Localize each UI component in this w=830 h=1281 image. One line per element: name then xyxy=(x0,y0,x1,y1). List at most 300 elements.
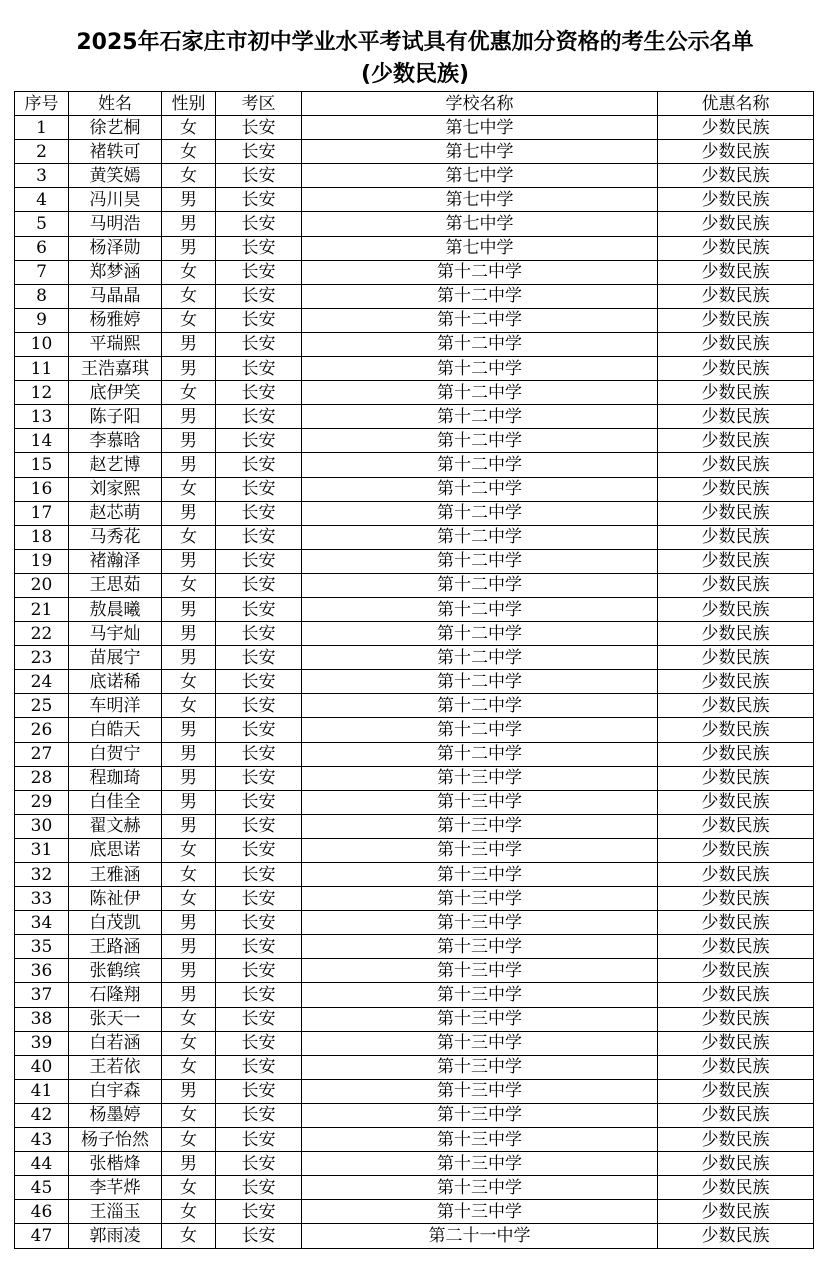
cell-index: 33 xyxy=(15,887,69,911)
cell-school: 第十二中学 xyxy=(302,525,658,549)
cell-school: 第十三中学 xyxy=(302,1176,658,1200)
cell-district: 长安 xyxy=(216,694,302,718)
cell-preference: 少数民族 xyxy=(658,140,814,164)
cell-gender: 男 xyxy=(162,718,216,742)
cell-school: 第十三中学 xyxy=(302,887,658,911)
table-row xyxy=(15,597,814,621)
cell-name: 赵艺博 xyxy=(69,453,162,477)
cell-district: 长安 xyxy=(216,1128,302,1152)
cell-index: 45 xyxy=(15,1176,69,1200)
cell-school: 第二十一中学 xyxy=(302,1224,658,1248)
cell-gender: 男 xyxy=(162,1079,216,1103)
cell-preference: 少数民族 xyxy=(658,381,814,405)
cell-name: 平瑞熙 xyxy=(69,332,162,356)
cell-district: 长安 xyxy=(216,887,302,911)
cell-gender: 女 xyxy=(162,477,216,501)
document-title: 2025年石家庄市初中学业水平考试具有优惠加分资格的考生公示名单 xyxy=(76,30,754,55)
cell-name: 王若依 xyxy=(69,1055,162,1079)
cell-preference: 少数民族 xyxy=(658,1176,814,1200)
cell-name: 马明浩 xyxy=(69,212,162,236)
cell-preference: 少数民族 xyxy=(658,188,814,212)
cell-preference: 少数民族 xyxy=(658,983,814,1007)
table-row xyxy=(15,429,814,453)
cell-gender: 女 xyxy=(162,1055,216,1079)
header-name: 姓名 xyxy=(69,92,162,116)
cell-name: 王雅涵 xyxy=(69,863,162,887)
cell-name: 冯川昊 xyxy=(69,188,162,212)
table-row xyxy=(15,284,814,308)
table-row xyxy=(15,718,814,742)
cell-index: 1 xyxy=(15,116,69,140)
cell-district: 长安 xyxy=(216,766,302,790)
cell-index: 25 xyxy=(15,694,69,718)
cell-district: 长安 xyxy=(216,477,302,501)
table-row xyxy=(15,790,814,814)
cell-district: 长安 xyxy=(216,983,302,1007)
cell-preference: 少数民族 xyxy=(658,1152,814,1176)
cell-district: 长安 xyxy=(216,236,302,260)
cell-school: 第十二中学 xyxy=(302,670,658,694)
cell-index: 10 xyxy=(15,332,69,356)
cell-school: 第十二中学 xyxy=(302,260,658,284)
cell-name: 苗展宁 xyxy=(69,646,162,670)
cell-name: 杨泽勋 xyxy=(69,236,162,260)
roster-table xyxy=(14,91,814,1249)
cell-gender: 女 xyxy=(162,670,216,694)
cell-district: 长安 xyxy=(216,1103,302,1127)
cell-school: 第七中学 xyxy=(302,140,658,164)
cell-name: 车明洋 xyxy=(69,694,162,718)
cell-preference: 少数民族 xyxy=(658,429,814,453)
cell-name: 杨墨婷 xyxy=(69,1103,162,1127)
cell-district: 长安 xyxy=(216,646,302,670)
cell-gender: 男 xyxy=(162,453,216,477)
cell-name: 马晶晶 xyxy=(69,284,162,308)
cell-school: 第十三中学 xyxy=(302,1055,658,1079)
cell-index: 43 xyxy=(15,1128,69,1152)
cell-name: 白茂凯 xyxy=(69,911,162,935)
table-row xyxy=(15,453,814,477)
cell-index: 9 xyxy=(15,308,69,332)
header-school: 学校名称 xyxy=(302,92,658,116)
cell-preference: 少数民族 xyxy=(658,790,814,814)
cell-preference: 少数民族 xyxy=(658,935,814,959)
cell-index: 14 xyxy=(15,429,69,453)
cell-index: 20 xyxy=(15,573,69,597)
cell-preference: 少数民族 xyxy=(658,308,814,332)
cell-district: 长安 xyxy=(216,911,302,935)
table-row xyxy=(15,164,814,188)
cell-name: 白若涵 xyxy=(69,1031,162,1055)
cell-preference: 少数民族 xyxy=(658,405,814,429)
cell-school: 第十二中学 xyxy=(302,308,658,332)
cell-school: 第十二中学 xyxy=(302,549,658,573)
table-row xyxy=(15,116,814,140)
cell-district: 长安 xyxy=(216,1031,302,1055)
table-row xyxy=(15,863,814,887)
cell-school: 第十三中学 xyxy=(302,1128,658,1152)
cell-school: 第十三中学 xyxy=(302,1200,658,1224)
cell-gender: 女 xyxy=(162,1224,216,1248)
cell-gender: 男 xyxy=(162,790,216,814)
cell-school: 第十二中学 xyxy=(302,501,658,525)
cell-index: 35 xyxy=(15,935,69,959)
cell-name: 杨雅婷 xyxy=(69,308,162,332)
cell-name: 马秀花 xyxy=(69,525,162,549)
cell-gender: 女 xyxy=(162,308,216,332)
cell-school: 第十二中学 xyxy=(302,405,658,429)
cell-preference: 少数民族 xyxy=(658,742,814,766)
cell-district: 长安 xyxy=(216,670,302,694)
cell-index: 3 xyxy=(15,164,69,188)
cell-name: 马宇灿 xyxy=(69,622,162,646)
cell-index: 46 xyxy=(15,1200,69,1224)
cell-index: 37 xyxy=(15,983,69,1007)
table-row xyxy=(15,959,814,983)
cell-school: 第十二中学 xyxy=(302,332,658,356)
cell-index: 17 xyxy=(15,501,69,525)
cell-preference: 少数民族 xyxy=(658,453,814,477)
cell-preference: 少数民族 xyxy=(658,212,814,236)
cell-name: 石隆翔 xyxy=(69,983,162,1007)
cell-name: 王路涵 xyxy=(69,935,162,959)
cell-gender: 男 xyxy=(162,742,216,766)
cell-gender: 女 xyxy=(162,863,216,887)
cell-name: 张天一 xyxy=(69,1007,162,1031)
cell-school: 第十二中学 xyxy=(302,597,658,621)
cell-preference: 少数民族 xyxy=(658,1007,814,1031)
cell-name: 李芊烨 xyxy=(69,1176,162,1200)
cell-preference: 少数民族 xyxy=(658,1055,814,1079)
cell-preference: 少数民族 xyxy=(658,1224,814,1248)
cell-district: 长安 xyxy=(216,959,302,983)
table-row xyxy=(15,1224,814,1248)
cell-gender: 女 xyxy=(162,1031,216,1055)
cell-gender: 女 xyxy=(162,1103,216,1127)
table-row xyxy=(15,212,814,236)
cell-index: 13 xyxy=(15,405,69,429)
table-row xyxy=(15,1152,814,1176)
cell-index: 31 xyxy=(15,838,69,862)
cell-gender: 女 xyxy=(162,838,216,862)
cell-name: 郭雨凌 xyxy=(69,1224,162,1248)
cell-name: 底思诺 xyxy=(69,838,162,862)
table-row xyxy=(15,1200,814,1224)
table-row xyxy=(15,357,814,381)
cell-school: 第十二中学 xyxy=(302,718,658,742)
cell-school: 第十三中学 xyxy=(302,959,658,983)
table-row xyxy=(15,1031,814,1055)
cell-school: 第十二中学 xyxy=(302,453,658,477)
cell-index: 18 xyxy=(15,525,69,549)
table-row xyxy=(15,742,814,766)
cell-gender: 男 xyxy=(162,357,216,381)
header-district: 考区 xyxy=(216,92,302,116)
cell-preference: 少数民族 xyxy=(658,694,814,718)
table-header-row xyxy=(15,92,814,116)
cell-district: 长安 xyxy=(216,718,302,742)
cell-index: 32 xyxy=(15,863,69,887)
table-row xyxy=(15,838,814,862)
cell-preference: 少数民族 xyxy=(658,959,814,983)
cell-district: 长安 xyxy=(216,549,302,573)
cell-index: 2 xyxy=(15,140,69,164)
cell-school: 第十三中学 xyxy=(302,1031,658,1055)
cell-index: 41 xyxy=(15,1079,69,1103)
cell-district: 长安 xyxy=(216,525,302,549)
cell-district: 长安 xyxy=(216,188,302,212)
cell-gender: 男 xyxy=(162,935,216,959)
cell-preference: 少数民族 xyxy=(658,116,814,140)
cell-preference: 少数民族 xyxy=(658,863,814,887)
cell-gender: 男 xyxy=(162,622,216,646)
cell-gender: 男 xyxy=(162,212,216,236)
cell-preference: 少数民族 xyxy=(658,1200,814,1224)
cell-school: 第十三中学 xyxy=(302,1152,658,1176)
table-row xyxy=(15,935,814,959)
cell-district: 长安 xyxy=(216,790,302,814)
cell-gender: 女 xyxy=(162,1200,216,1224)
table-row xyxy=(15,1176,814,1200)
cell-gender: 女 xyxy=(162,284,216,308)
cell-preference: 少数民族 xyxy=(658,284,814,308)
table-body xyxy=(15,116,814,1248)
cell-school: 第十二中学 xyxy=(302,477,658,501)
cell-district: 长安 xyxy=(216,260,302,284)
cell-school: 第十二中学 xyxy=(302,622,658,646)
cell-preference: 少数民族 xyxy=(658,236,814,260)
cell-school: 第十三中学 xyxy=(302,983,658,1007)
table-row xyxy=(15,1007,814,1031)
cell-index: 24 xyxy=(15,670,69,694)
cell-school: 第十三中学 xyxy=(302,911,658,935)
cell-preference: 少数民族 xyxy=(658,164,814,188)
cell-index: 21 xyxy=(15,597,69,621)
cell-name: 张鹤缤 xyxy=(69,959,162,983)
cell-index: 30 xyxy=(15,814,69,838)
cell-gender: 女 xyxy=(162,164,216,188)
table-row xyxy=(15,549,814,573)
cell-name: 杨子怡然 xyxy=(69,1128,162,1152)
cell-school: 第十三中学 xyxy=(302,1007,658,1031)
cell-preference: 少数民族 xyxy=(658,646,814,670)
cell-name: 陈祉伊 xyxy=(69,887,162,911)
table-row xyxy=(15,911,814,935)
table-row xyxy=(15,308,814,332)
cell-index: 15 xyxy=(15,453,69,477)
cell-gender: 女 xyxy=(162,573,216,597)
table-row xyxy=(15,405,814,429)
cell-district: 长安 xyxy=(216,405,302,429)
cell-gender: 女 xyxy=(162,694,216,718)
cell-school: 第七中学 xyxy=(302,212,658,236)
cell-school: 第十三中学 xyxy=(302,935,658,959)
cell-preference: 少数民族 xyxy=(658,670,814,694)
cell-district: 长安 xyxy=(216,863,302,887)
cell-gender: 女 xyxy=(162,116,216,140)
cell-name: 黄笑嫣 xyxy=(69,164,162,188)
cell-preference: 少数民族 xyxy=(658,1103,814,1127)
cell-district: 长安 xyxy=(216,814,302,838)
cell-preference: 少数民族 xyxy=(658,814,814,838)
cell-index: 36 xyxy=(15,959,69,983)
cell-school: 第七中学 xyxy=(302,164,658,188)
cell-name: 徐艺桐 xyxy=(69,116,162,140)
cell-preference: 少数民族 xyxy=(658,260,814,284)
table-row xyxy=(15,646,814,670)
cell-gender: 男 xyxy=(162,549,216,573)
cell-district: 长安 xyxy=(216,1224,302,1248)
cell-preference: 少数民族 xyxy=(658,597,814,621)
cell-school: 第十二中学 xyxy=(302,381,658,405)
cell-name: 刘家熙 xyxy=(69,477,162,501)
table-row xyxy=(15,573,814,597)
table-row xyxy=(15,381,814,405)
cell-preference: 少数民族 xyxy=(658,357,814,381)
cell-gender: 女 xyxy=(162,887,216,911)
cell-name: 白宇森 xyxy=(69,1079,162,1103)
table-row xyxy=(15,694,814,718)
cell-index: 7 xyxy=(15,260,69,284)
table-row xyxy=(15,140,814,164)
cell-school: 第十三中学 xyxy=(302,1079,658,1103)
cell-index: 6 xyxy=(15,236,69,260)
cell-gender: 男 xyxy=(162,597,216,621)
cell-gender: 女 xyxy=(162,525,216,549)
cell-name: 白佳全 xyxy=(69,790,162,814)
cell-preference: 少数民族 xyxy=(658,718,814,742)
table-row xyxy=(15,983,814,1007)
cell-gender: 女 xyxy=(162,1007,216,1031)
cell-index: 42 xyxy=(15,1103,69,1127)
cell-index: 4 xyxy=(15,188,69,212)
cell-school: 第七中学 xyxy=(302,116,658,140)
cell-school: 第十三中学 xyxy=(302,766,658,790)
cell-index: 28 xyxy=(15,766,69,790)
cell-gender: 女 xyxy=(162,381,216,405)
cell-school: 第十二中学 xyxy=(302,429,658,453)
cell-index: 27 xyxy=(15,742,69,766)
cell-school: 第十三中学 xyxy=(302,1103,658,1127)
cell-gender: 男 xyxy=(162,766,216,790)
cell-gender: 男 xyxy=(162,501,216,525)
cell-district: 长安 xyxy=(216,164,302,188)
cell-district: 长安 xyxy=(216,140,302,164)
cell-name: 张楷烽 xyxy=(69,1152,162,1176)
cell-name: 褚轶可 xyxy=(69,140,162,164)
cell-name: 郑梦涵 xyxy=(69,260,162,284)
cell-index: 26 xyxy=(15,718,69,742)
table-row xyxy=(15,501,814,525)
cell-name: 王淄玉 xyxy=(69,1200,162,1224)
cell-name: 底伊笑 xyxy=(69,381,162,405)
cell-index: 34 xyxy=(15,911,69,935)
table-row xyxy=(15,332,814,356)
cell-index: 19 xyxy=(15,549,69,573)
cell-district: 长安 xyxy=(216,381,302,405)
cell-gender: 男 xyxy=(162,646,216,670)
cell-school: 第十三中学 xyxy=(302,838,658,862)
cell-gender: 女 xyxy=(162,140,216,164)
cell-school: 第十三中学 xyxy=(302,814,658,838)
cell-preference: 少数民族 xyxy=(658,1079,814,1103)
cell-gender: 男 xyxy=(162,814,216,838)
cell-preference: 少数民族 xyxy=(658,573,814,597)
table-row xyxy=(15,814,814,838)
cell-gender: 男 xyxy=(162,1152,216,1176)
cell-name: 白皓天 xyxy=(69,718,162,742)
cell-district: 长安 xyxy=(216,935,302,959)
cell-school: 第十二中学 xyxy=(302,573,658,597)
cell-district: 长安 xyxy=(216,212,302,236)
cell-district: 长安 xyxy=(216,622,302,646)
cell-preference: 少数民族 xyxy=(658,477,814,501)
cell-preference: 少数民族 xyxy=(658,549,814,573)
cell-school: 第十二中学 xyxy=(302,742,658,766)
table-row xyxy=(15,236,814,260)
table-row xyxy=(15,188,814,212)
cell-district: 长安 xyxy=(216,597,302,621)
cell-district: 长安 xyxy=(216,1200,302,1224)
cell-name: 翟文赫 xyxy=(69,814,162,838)
cell-gender: 男 xyxy=(162,188,216,212)
cell-district: 长安 xyxy=(216,308,302,332)
cell-name: 底诺稀 xyxy=(69,670,162,694)
cell-gender: 女 xyxy=(162,1176,216,1200)
cell-district: 长安 xyxy=(216,429,302,453)
cell-gender: 男 xyxy=(162,236,216,260)
cell-school: 第十二中学 xyxy=(302,694,658,718)
cell-name: 褚瀚泽 xyxy=(69,549,162,573)
table-row xyxy=(15,1128,814,1152)
table-row xyxy=(15,1055,814,1079)
cell-preference: 少数民族 xyxy=(658,501,814,525)
cell-gender: 女 xyxy=(162,260,216,284)
cell-index: 12 xyxy=(15,381,69,405)
cell-district: 长安 xyxy=(216,1079,302,1103)
cell-name: 赵芯萌 xyxy=(69,501,162,525)
cell-gender: 男 xyxy=(162,983,216,1007)
cell-gender: 男 xyxy=(162,911,216,935)
cell-district: 长安 xyxy=(216,116,302,140)
header-index: 序号 xyxy=(15,92,69,116)
document-subtitle: (少数民族) xyxy=(360,62,470,87)
cell-school: 第十二中学 xyxy=(302,357,658,381)
cell-index: 39 xyxy=(15,1031,69,1055)
cell-index: 29 xyxy=(15,790,69,814)
cell-district: 长安 xyxy=(216,1152,302,1176)
cell-name: 敖晨曦 xyxy=(69,597,162,621)
cell-name: 程珈琦 xyxy=(69,766,162,790)
cell-district: 长安 xyxy=(216,1055,302,1079)
cell-preference: 少数民族 xyxy=(658,622,814,646)
table-row xyxy=(15,525,814,549)
cell-preference: 少数民族 xyxy=(658,911,814,935)
cell-index: 8 xyxy=(15,284,69,308)
table-row xyxy=(15,1103,814,1127)
cell-district: 长安 xyxy=(216,501,302,525)
cell-school: 第十三中学 xyxy=(302,790,658,814)
cell-district: 长安 xyxy=(216,357,302,381)
cell-school: 第十二中学 xyxy=(302,284,658,308)
cell-gender: 男 xyxy=(162,405,216,429)
cell-name: 王浩嘉琪 xyxy=(69,357,162,381)
cell-index: 40 xyxy=(15,1055,69,1079)
cell-preference: 少数民族 xyxy=(658,838,814,862)
table-row xyxy=(15,622,814,646)
cell-gender: 男 xyxy=(162,332,216,356)
cell-index: 23 xyxy=(15,646,69,670)
